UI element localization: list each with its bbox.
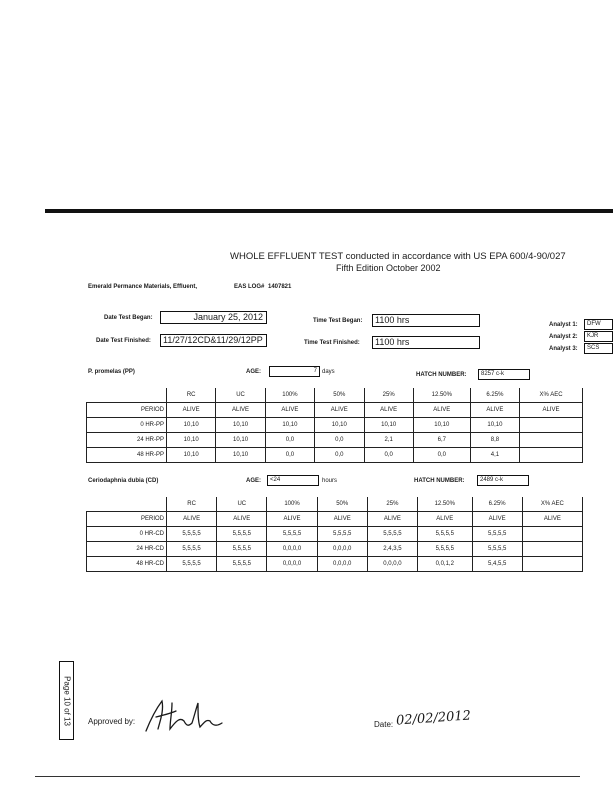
pp-col-header: UC	[216, 388, 265, 403]
pp-cell: 4,1	[470, 448, 519, 463]
pp-cell: ALIVE	[167, 403, 216, 418]
pp-cell: 0,0	[413, 448, 470, 463]
pp-cell: 6,7	[413, 433, 470, 448]
pp-cell: 0,0	[315, 433, 364, 448]
pp-period-cell: 0 HR-PP	[87, 418, 167, 433]
cd-cell: 0,0,0,0	[367, 557, 417, 572]
time-began-label: Time Test Began:	[313, 318, 363, 324]
pp-col-header: RC	[167, 388, 216, 403]
cd-cell	[522, 542, 582, 557]
pp-cell: ALIVE	[520, 403, 583, 418]
pp-cell: 10,10	[470, 418, 519, 433]
cd-cell: 5,5,5,5	[418, 527, 473, 542]
pp-cell: 0,0	[265, 433, 314, 448]
cd-cell: 5,5,5,5	[418, 542, 473, 557]
cd-period-cell: 24 HR-CD	[87, 542, 167, 557]
analyst-1-field: DFW	[584, 319, 613, 330]
date-began-label: Date Test Began:	[104, 315, 153, 321]
cd-results-table	[86, 497, 583, 572]
cd-col-header: 25%	[367, 497, 417, 512]
cd-age-label: AGE:	[246, 478, 261, 484]
page-number-stamp	[59, 661, 74, 740]
cd-cell: 5,5,5,5	[472, 542, 522, 557]
footer-rule	[35, 776, 580, 777]
cd-cell: 0,0,0,0	[317, 557, 367, 572]
analyst-1-label: Analyst 1:	[549, 322, 578, 328]
cd-cell: 5,5,5,5	[217, 557, 267, 572]
table-row	[87, 448, 583, 463]
date-began-field: January 25, 2012	[160, 311, 267, 324]
cd-cell: 5,5,5,5	[367, 527, 417, 542]
cd-age-unit: hours	[322, 478, 338, 484]
cd-cell: ALIVE	[317, 512, 367, 527]
cd-cell: 5,4,5,5	[472, 557, 522, 572]
table-row	[87, 557, 583, 572]
pp-cell	[520, 448, 583, 463]
pp-col-header: 100%	[265, 388, 314, 403]
pp-cell: ALIVE	[265, 403, 314, 418]
pp-cell	[520, 418, 583, 433]
pp-col-header: 6.25%	[470, 388, 519, 403]
approval-date: 02/02/2012	[395, 708, 472, 729]
cd-header-corner	[87, 497, 167, 512]
cd-cell: 5,5,5,5	[217, 527, 267, 542]
date-finished-field: 11/27/12CD&11/29/12PP	[160, 334, 267, 347]
analyst-3-label: Analyst 3:	[549, 346, 578, 352]
cd-cell: 2,4,3,5	[367, 542, 417, 557]
time-finished-label: Time Test Finished:	[304, 340, 360, 346]
cd-col-header: 50%	[317, 497, 367, 512]
pp-cell: 10,10	[265, 418, 314, 433]
cd-cell: 5,5,5,5	[317, 527, 367, 542]
cd-col-header: 12.50%	[418, 497, 473, 512]
cd-cell: 0,0,0,0	[267, 557, 317, 572]
log-number: 1407821	[268, 284, 292, 290]
analyst-2-label: Analyst 2:	[549, 334, 578, 340]
cd-col-header: 100%	[267, 497, 317, 512]
pp-cell: ALIVE	[470, 403, 519, 418]
pp-hatch-field: 8257 c-k	[478, 369, 530, 380]
cd-header-row	[87, 497, 583, 512]
cd-cell	[522, 527, 582, 542]
pp-cell: 8,8	[470, 433, 519, 448]
table-row	[87, 512, 583, 527]
pp-cell: 10,10	[216, 433, 265, 448]
pp-cell: 10,10	[364, 418, 413, 433]
table-row	[87, 527, 583, 542]
cd-species-label: Ceriodaphnia dubia (CD)	[88, 478, 159, 484]
pp-cell: 10,10	[167, 418, 216, 433]
cd-cell	[522, 557, 582, 572]
cd-col-header: RC	[167, 497, 217, 512]
pp-species-label: P. promelas (PP)	[88, 369, 135, 375]
signature	[142, 697, 228, 737]
log-label: EAS LOG#	[234, 284, 265, 290]
pp-header-row	[87, 388, 583, 403]
cd-cell: ALIVE	[167, 512, 217, 527]
date-label: Date:	[374, 720, 394, 729]
cd-cell: 5,5,5,5	[167, 557, 217, 572]
cd-col-header: X% AEC	[522, 497, 582, 512]
cd-cell: 0,0,0,0	[317, 542, 367, 557]
cd-age-field: <24	[267, 475, 319, 486]
cd-cell: ALIVE	[267, 512, 317, 527]
pp-age-field: 7	[269, 366, 320, 377]
pp-hatch-label: HATCH NUMBER:	[416, 372, 467, 378]
pp-col-header: 50%	[315, 388, 364, 403]
table-row	[87, 433, 583, 448]
pp-col-header: 25%	[364, 388, 413, 403]
cd-hatch-field: 2489 c-k	[477, 475, 529, 486]
cd-col-header: UC	[217, 497, 267, 512]
pp-cell: 0,0	[315, 448, 364, 463]
page-number-text: Page 10 of 13	[62, 675, 71, 726]
pp-cell: ALIVE	[413, 403, 470, 418]
pp-cell	[520, 433, 583, 448]
cd-period-cell: 0 HR-CD	[87, 527, 167, 542]
table-row	[87, 403, 583, 418]
cd-cell: 5,5,5,5	[167, 542, 217, 557]
approved-label: Approved by:	[88, 717, 136, 726]
cd-hatch-label: HATCH NUMBER:	[414, 478, 465, 484]
pp-cell: 10,10	[216, 448, 265, 463]
pp-cell: 0,0	[364, 448, 413, 463]
pp-cell: 10,10	[413, 418, 470, 433]
cd-cell: ALIVE	[418, 512, 473, 527]
analyst-2-field: KJR	[584, 331, 613, 342]
cd-cell: 5,5,5,5	[167, 527, 217, 542]
table-row	[87, 542, 583, 557]
pp-cell: 10,10	[167, 448, 216, 463]
pp-age-unit: days	[322, 369, 335, 375]
analyst-3-field: SCS	[584, 343, 613, 354]
time-began-field: 1100 hrs	[372, 314, 480, 327]
pp-col-header: 12.50%	[413, 388, 470, 403]
document-title: WHOLE EFFLUENT TEST conducted in accordance with US EPA 600/4-90/027	[230, 251, 566, 262]
pp-period-cell: PERIOD	[87, 403, 167, 418]
pp-period-cell: 24 HR-PP	[87, 433, 167, 448]
pp-cell: 10,10	[315, 418, 364, 433]
cd-cell: ALIVE	[367, 512, 417, 527]
pp-cell: ALIVE	[216, 403, 265, 418]
cd-cell: ALIVE	[472, 512, 522, 527]
cd-cell: 0,0,0,0	[267, 542, 317, 557]
pp-cell: ALIVE	[315, 403, 364, 418]
cd-period-cell: PERIOD	[87, 512, 167, 527]
table-row	[87, 418, 583, 433]
cd-period-cell: 48 HR-CD	[87, 557, 167, 572]
pp-col-header: X% AEC	[520, 388, 583, 403]
pp-cell: ALIVE	[364, 403, 413, 418]
pp-cell: 0,0	[265, 448, 314, 463]
cd-cell: ALIVE	[217, 512, 267, 527]
pp-results-table	[86, 388, 583, 463]
pp-header-corner	[87, 388, 167, 403]
cd-cell: 0,0,1,2	[418, 557, 473, 572]
document-subtitle: Fifth Edition October 2002	[336, 263, 441, 273]
pp-cell: 2,1	[364, 433, 413, 448]
pp-period-cell: 48 HR-PP	[87, 448, 167, 463]
cd-cell: 5,5,5,5	[472, 527, 522, 542]
cd-cell: 5,5,5,5	[267, 527, 317, 542]
header-rule	[45, 209, 613, 213]
pp-cell: 10,10	[216, 418, 265, 433]
cd-col-header: 6.25%	[472, 497, 522, 512]
client-name: Emerald Permance Materials, Effluent,	[88, 284, 198, 290]
pp-age-label: AGE:	[246, 369, 261, 375]
cd-cell: ALIVE	[522, 512, 582, 527]
cd-cell: 5,5,5,5	[217, 542, 267, 557]
pp-cell: 10,10	[167, 433, 216, 448]
date-finished-label: Date Test Finished:	[96, 338, 151, 344]
time-finished-field: 1100 hrs	[372, 336, 480, 349]
